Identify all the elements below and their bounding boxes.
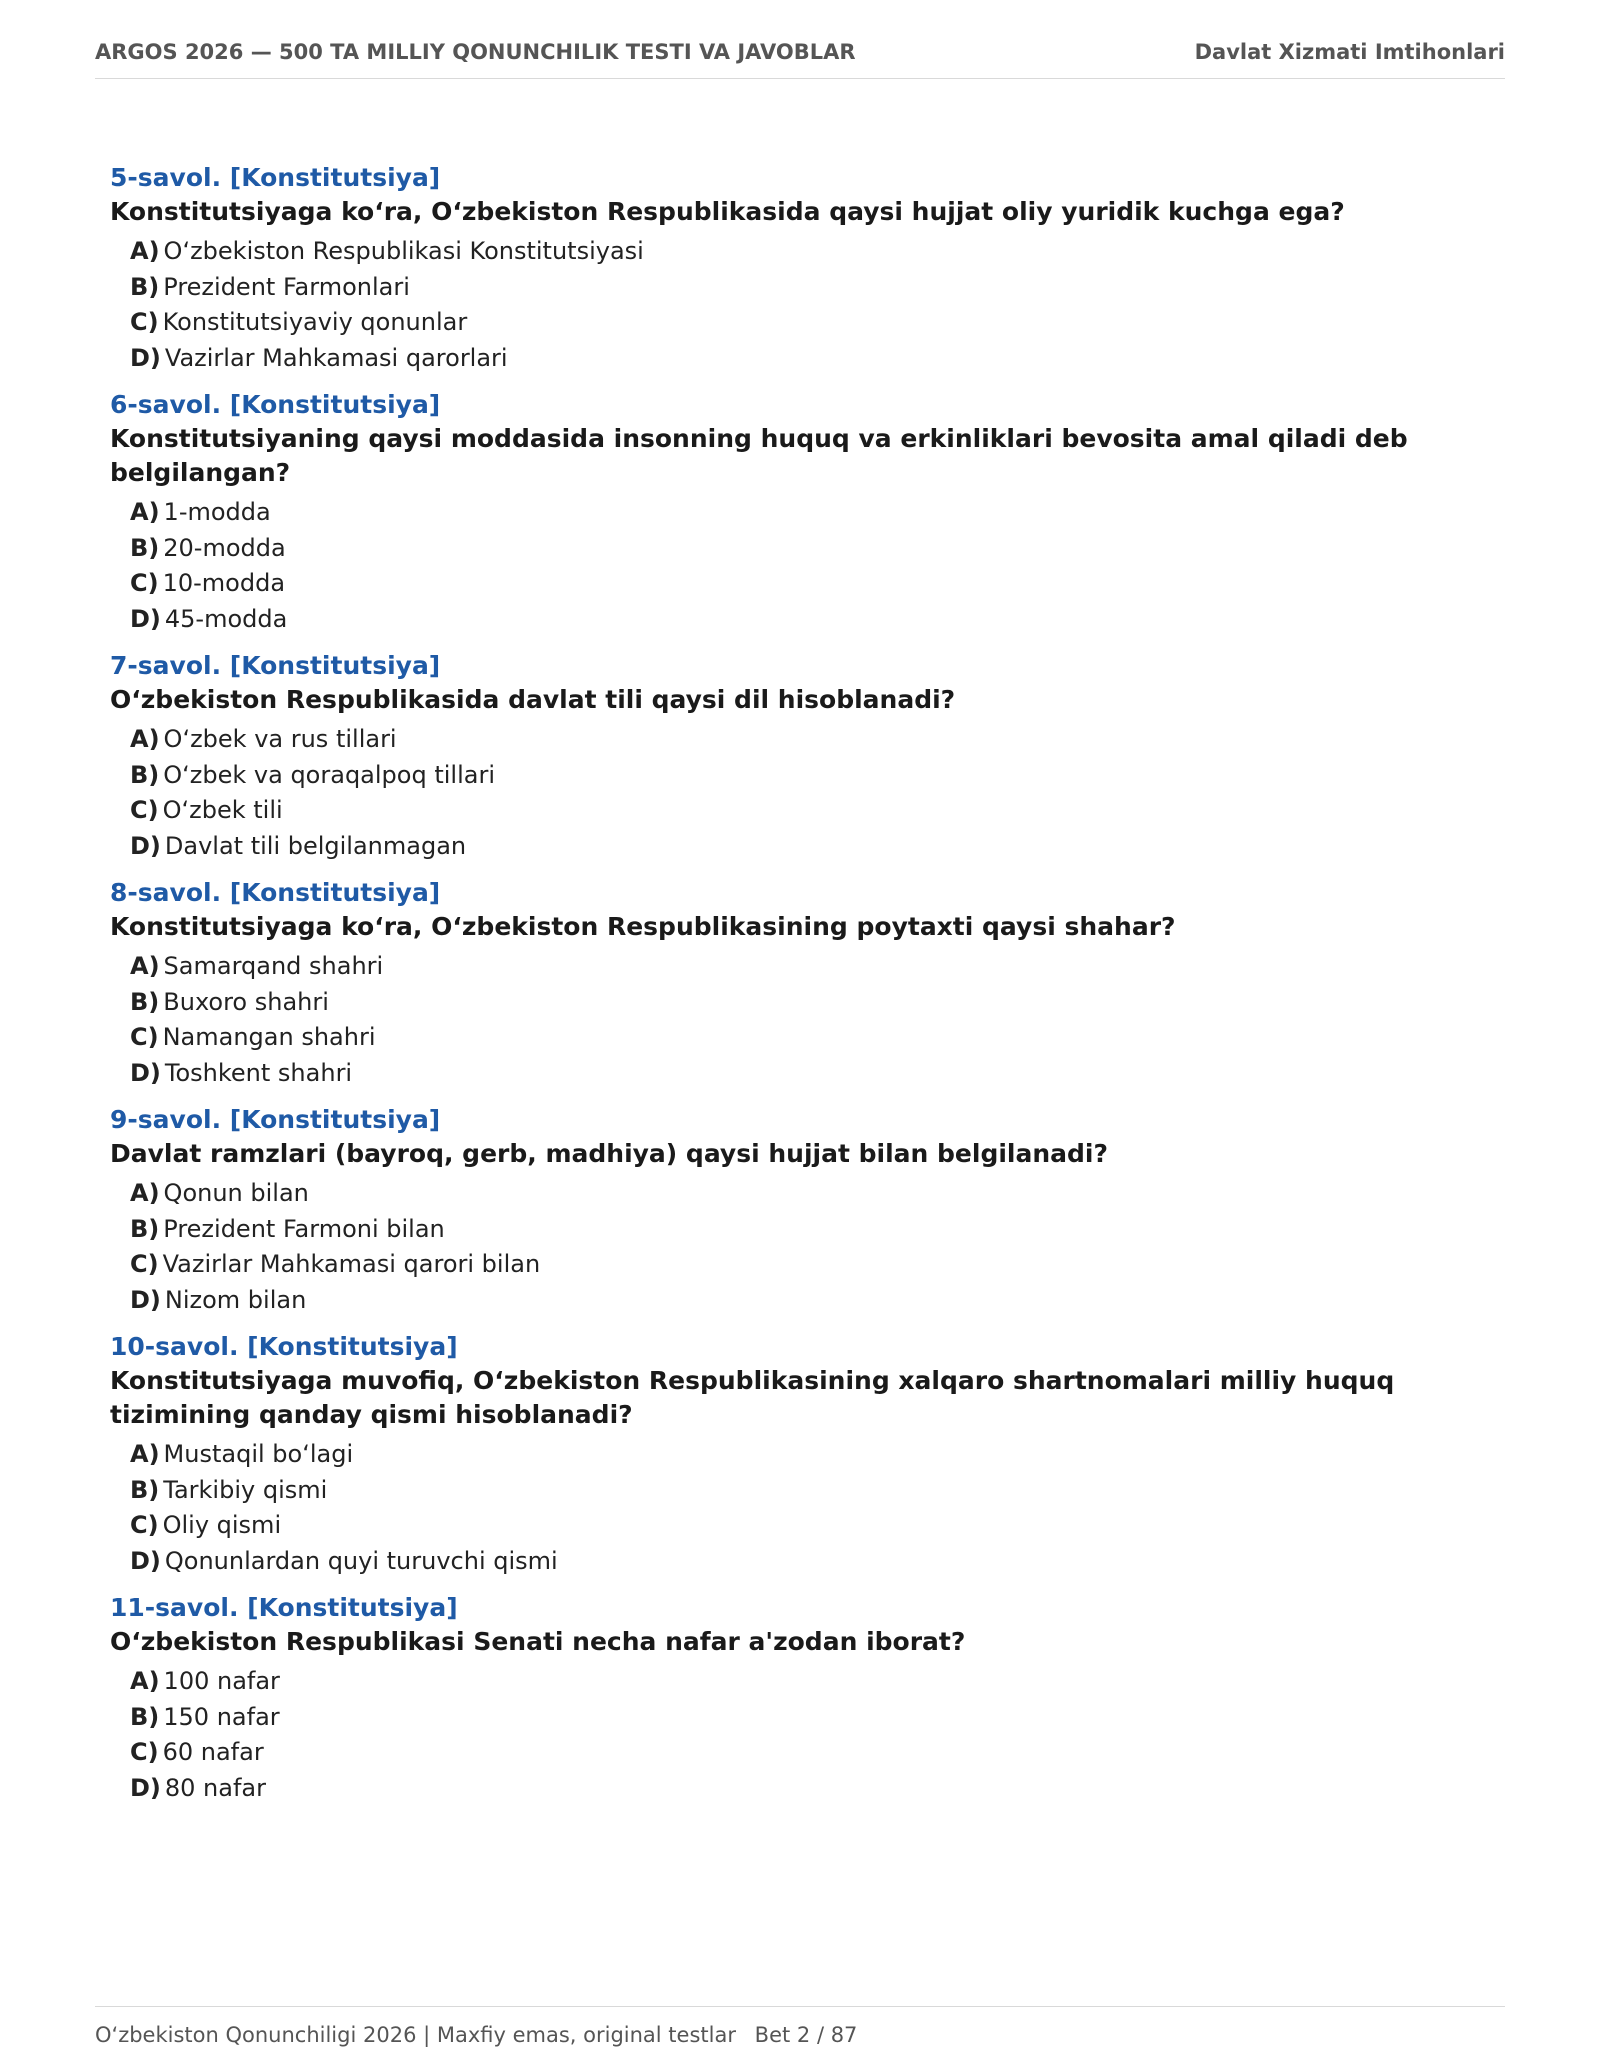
- option-text: Tarkibiy qismi: [163, 1475, 328, 1504]
- option-text: 100 nafar: [163, 1667, 280, 1695]
- option-letter: D): [130, 604, 161, 633]
- answer-option: [130, 1664, 1440, 1700]
- option-text: Davlat tili belgilanmagan: [164, 831, 467, 860]
- option-letter: C): [130, 1250, 159, 1278]
- option-letter: D): [130, 1546, 161, 1575]
- option-letter: C): [130, 1023, 159, 1051]
- answer-option: [130, 1473, 1440, 1509]
- answer-option: [130, 1508, 1440, 1544]
- option-letter: A): [130, 1440, 160, 1468]
- option-text: 1-modda: [163, 498, 271, 526]
- question-text: Konstitutsiyaga ko‘ra, O‘zbekiston Respublikasida qaysi hujjat oliy yuridik kuchga ega?: [110, 197, 1345, 226]
- answer-option: [130, 793, 1440, 829]
- answer-options: [110, 1664, 1440, 1806]
- question-label: 8-savol. [Konstitutsiya]: [110, 878, 441, 907]
- option-text: Samarqand shahri: [163, 952, 384, 980]
- option-letter: B): [130, 533, 160, 562]
- question-list: [110, 160, 1440, 1817]
- question-label: 5-savol. [Konstitutsiya]: [110, 163, 441, 192]
- option-text: Nizom bilan: [164, 1285, 307, 1314]
- option-letter: B): [130, 1214, 160, 1243]
- question-text: Konstitutsiyaga ko‘ra, O‘zbekiston Respublikasining poytaxti qaysi shahar?: [110, 912, 1176, 941]
- question-text: O‘zbekiston Respublikasi Senati necha nafar a'zodan iborat?: [110, 1627, 966, 1656]
- option-letter: A): [130, 1667, 160, 1695]
- option-letter: C): [130, 308, 159, 336]
- option-text: Qonun bilan: [163, 1179, 309, 1207]
- option-text: 60 nafar: [162, 1738, 264, 1766]
- option-text: O‘zbek tili: [162, 796, 283, 824]
- option-text: O‘zbek va rus tillari: [163, 725, 397, 753]
- answer-option: [130, 234, 1440, 270]
- answer-option: [130, 722, 1440, 758]
- question-block: [110, 1102, 1440, 1318]
- answer-options: [110, 1437, 1440, 1579]
- question-label: 10-savol. [Konstitutsiya]: [110, 1332, 458, 1361]
- option-letter: C): [130, 1738, 159, 1766]
- page-header: [95, 40, 1505, 79]
- answer-option: [130, 1735, 1440, 1771]
- option-letter: B): [130, 1475, 160, 1504]
- option-letter: D): [130, 831, 161, 860]
- option-letter: B): [130, 272, 160, 301]
- answer-options: [110, 722, 1440, 864]
- answer-option: [130, 985, 1440, 1021]
- option-letter: A): [130, 1179, 160, 1207]
- page-number: Bet 2 / 87: [754, 2023, 858, 2047]
- question-block: [110, 1329, 1440, 1579]
- option-text: Oliy qismi: [162, 1511, 282, 1539]
- answer-options: [110, 495, 1440, 637]
- answer-option: [130, 602, 1440, 638]
- question-block: [110, 1590, 1440, 1806]
- answer-option: [130, 1212, 1440, 1248]
- question-block: [110, 875, 1440, 1091]
- question-block: [110, 387, 1440, 637]
- question-text: O‘zbekiston Respublikasida davlat tili qaysi dil hisoblanadi?: [110, 685, 956, 714]
- answer-option: [130, 305, 1440, 341]
- answer-option: [130, 758, 1440, 794]
- answer-option: [130, 1437, 1440, 1473]
- option-letter: D): [130, 1773, 161, 1802]
- question-label: 6-savol. [Konstitutsiya]: [110, 390, 441, 419]
- option-letter: A): [130, 952, 160, 980]
- answer-option: [130, 1283, 1440, 1319]
- question-block: [110, 160, 1440, 376]
- answer-option: [130, 1020, 1440, 1056]
- answer-option: [130, 341, 1440, 377]
- page-footer: [95, 2006, 1505, 2047]
- option-letter: B): [130, 987, 160, 1016]
- option-text: Vazirlar Mahkamasi qarorlari: [164, 343, 508, 372]
- answer-option: [130, 1700, 1440, 1736]
- question-block: [110, 648, 1440, 864]
- option-letter: C): [130, 569, 159, 597]
- question-text: Konstitutsiyaga muvofiq, O‘zbekiston Respublikasining xalqaro shartnomalari milliy huquq tizimining qanday qismi hisoblanadi?: [110, 1366, 1395, 1429]
- header-title: ARGOS 2026 — 500 TA MILLIY QONUNCHILIK TESTI VA JAVOBLAR: [95, 40, 856, 64]
- option-text: Prezident Farmoni bilan: [163, 1214, 445, 1243]
- option-text: 10-modda: [162, 569, 286, 597]
- answer-options: [110, 949, 1440, 1091]
- option-text: Namangan shahri: [162, 1023, 376, 1051]
- answer-option: [130, 1247, 1440, 1283]
- answer-options: [110, 234, 1440, 376]
- header-subtitle: Davlat Xizmati Imtihonlari: [1194, 40, 1505, 64]
- option-text: Mustaqil bo‘lagi: [163, 1440, 354, 1468]
- option-text: O‘zbekiston Respublikasi Konstitutsiyasi: [163, 237, 644, 265]
- option-text: Prezident Farmonlari: [163, 272, 410, 301]
- option-letter: D): [130, 1285, 161, 1314]
- option-letter: D): [130, 343, 161, 372]
- question-text: Konstitutsiyaning qaysi moddasida insonning huquq va erkinliklari bevosita amal qiladi deb belgilangan?: [110, 424, 1408, 487]
- answer-option: [130, 495, 1440, 531]
- option-text: O‘zbek va qoraqalpoq tillari: [163, 760, 495, 789]
- option-text: Buxoro shahri: [163, 987, 329, 1016]
- answer-option: [130, 1056, 1440, 1092]
- question-text: Davlat ramzlari (bayroq, gerb, madhiya) qaysi hujjat bilan belgilanadi?: [110, 1139, 1108, 1168]
- option-letter: A): [130, 498, 160, 526]
- option-letter: A): [130, 237, 160, 265]
- answer-option: [130, 270, 1440, 306]
- option-letter: C): [130, 796, 159, 824]
- option-text: Qonunlardan quyi turuvchi qismi: [164, 1546, 558, 1575]
- answer-option: [130, 949, 1440, 985]
- option-letter: A): [130, 725, 160, 753]
- question-label: 11-savol. [Konstitutsiya]: [110, 1593, 458, 1622]
- answer-option: [130, 829, 1440, 865]
- option-text: 20-modda: [163, 533, 286, 562]
- option-text: Vazirlar Mahkamasi qarori bilan: [162, 1250, 541, 1278]
- answer-option: [130, 1176, 1440, 1212]
- option-letter: C): [130, 1511, 159, 1539]
- answer-option: [130, 531, 1440, 567]
- option-letter: B): [130, 760, 160, 789]
- option-letter: D): [130, 1058, 161, 1087]
- option-text: Toshkent shahri: [164, 1058, 353, 1087]
- option-text: 150 nafar: [163, 1702, 280, 1731]
- question-label: 9-savol. [Konstitutsiya]: [110, 1105, 441, 1134]
- answer-option: [130, 1544, 1440, 1580]
- option-text: 45-modda: [164, 604, 288, 633]
- answer-options: [110, 1176, 1440, 1318]
- answer-option: [130, 1771, 1440, 1807]
- option-text: 80 nafar: [164, 1773, 266, 1802]
- option-letter: B): [130, 1702, 160, 1731]
- option-text: Konstitutsiyaviy qonunlar: [162, 308, 468, 336]
- question-label: 7-savol. [Konstitutsiya]: [110, 651, 441, 680]
- footer-text: O‘zbekiston Qonunchiligi 2026 | Maxfiy emas, original testlar: [95, 2023, 736, 2047]
- answer-option: [130, 566, 1440, 602]
